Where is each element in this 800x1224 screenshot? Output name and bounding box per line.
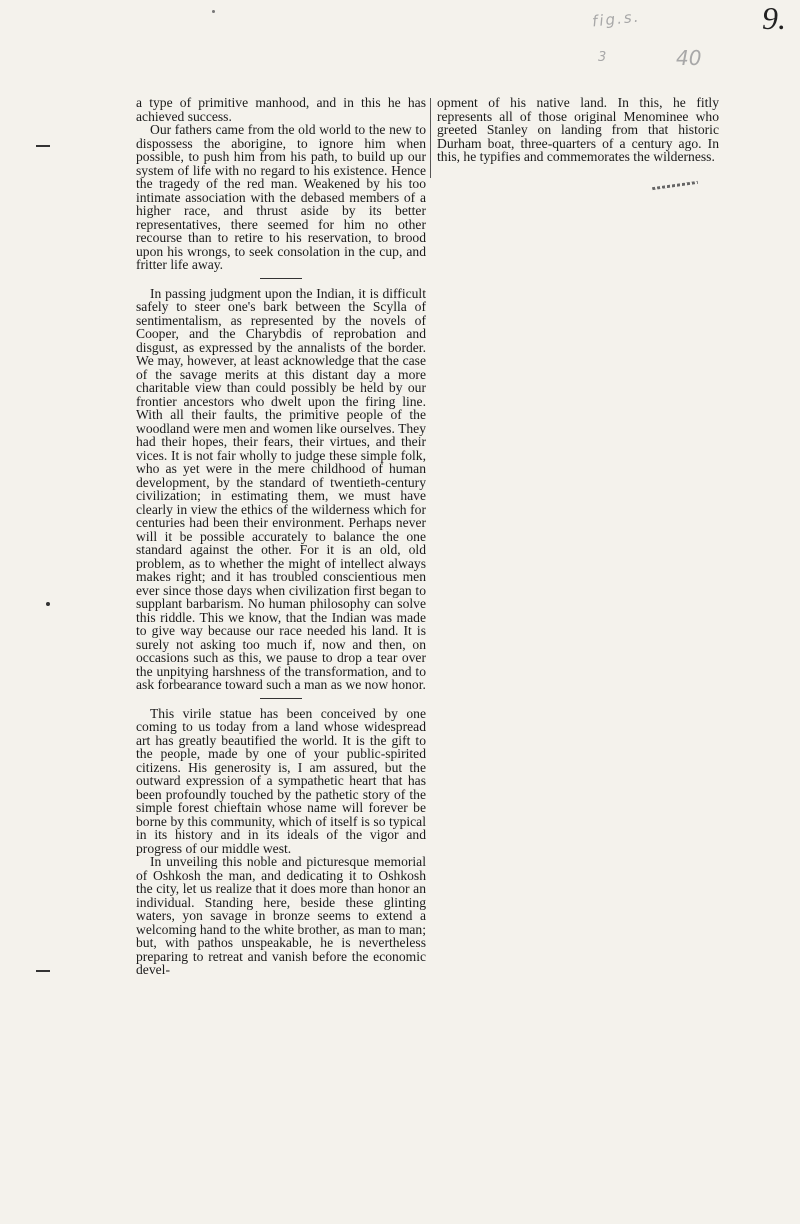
end-flourish: [652, 181, 698, 190]
paragraph: opment of his native land. In this, he fitly represents all of those original Menominee who greeted Stanley on landing from that historic Durham boat, three-quarters of a century ago. In this, he typifies and commemorates the wilderness.: [437, 95, 719, 164]
paragraph: Our fathers came from the old world to the new to dispossess the aborigine, to ignore him when possible, to push him from his path, to build up our system of life with no regard to his existence. Hence the tragedy of the red man. Weakened by his too intimate association with the debased members of a higher race, and thrust aside by its better representatives, there seemed for him no other recourse than to retire to his reservation, to brood upon his wrongs, to seek consolation in the cup, and fritter life away.: [136, 122, 426, 272]
paragraph: a type of primitive manhood, and in this he has achieved success.: [136, 95, 426, 124]
section-rule: [260, 698, 302, 699]
column-divider: [430, 98, 431, 178]
page-number: 9.: [762, 0, 786, 36]
section-rule: [260, 278, 302, 279]
paragraph: In unveiling this noble and picturesque memorial of Oshkosh the man, and dedicating it to Oshkosh the city, let us realize that it does more than honor an individual. Standing here, beside these glinting waters, yon savage in bronze seems to extend a welcoming hand to the white brother, as man to man; but, with pathos unspeakable, he is nevertheless preparing to retreat and vanish before the economic devel-: [136, 854, 426, 977]
pencil-note: fig.s.: [591, 7, 642, 31]
paragraph: In passing judgment upon the Indian, it is difficult safely to steer one's bark between the Scylla of sentimentalism, as represented by the novels of Cooper, and the Charybdis of reprobation and disgust, as expressed by the annalists of the border. We may, however, at least acknowledge that the case of the savage merits at this distant day a more charitable view than could possibly be held by our frontier ancestors who dwelt upon the firing line. With all their faults, the primitive people of the woodland were men and women like ourselves. They had their hopes, their fears, their virtues, and their vices. It is not fair wholly to judge these simple folk, who as yet were in the mere childhood of human development, by the standard of twentieth-century civilization; in estimating them, we must have clearly in view the ethics of the wilderness which for centuries had been their environment. Perhaps never will it be possible accurately to balance the one standard against the other. For it is an old, old problem, as to whether the might of intellect always makes right; and it has troubled conscientious men ever since those days when civilization first began to supplant barbarism. No human philosophy can solve this riddle. This we know, that the Indian was made to give way because our race needed his land. It is surely not asking too much if, now and then, on occasions such as this, we pause to drop a tear over the unpitying harshness of the transformation, and to ask forbearance toward such a man as we now honor.: [136, 285, 426, 692]
margin-dash: [36, 145, 50, 147]
margin-dot: [212, 10, 215, 13]
margin-dot: [46, 602, 50, 606]
right-column: [437, 96, 719, 164]
paragraph: This virile statue has been conceived by one coming to us today from a land whose widespread art has greatly beautified the world. It is the gift to the people, made by one of your public-spirited citizens. His generosity is, I am assured, but the outward expression of a sympathetic heart that has been profoundly touched by the pathetic story of the simple forest chieftain whose name will forever be borne by this community, which of itself is so typical in its history and in its ideals of the vigor and progress of our middle west.: [136, 705, 426, 856]
margin-dash: [36, 970, 50, 972]
pencil-note: 3: [598, 50, 607, 65]
pencil-note: 40: [676, 46, 702, 70]
left-column: [136, 96, 426, 977]
